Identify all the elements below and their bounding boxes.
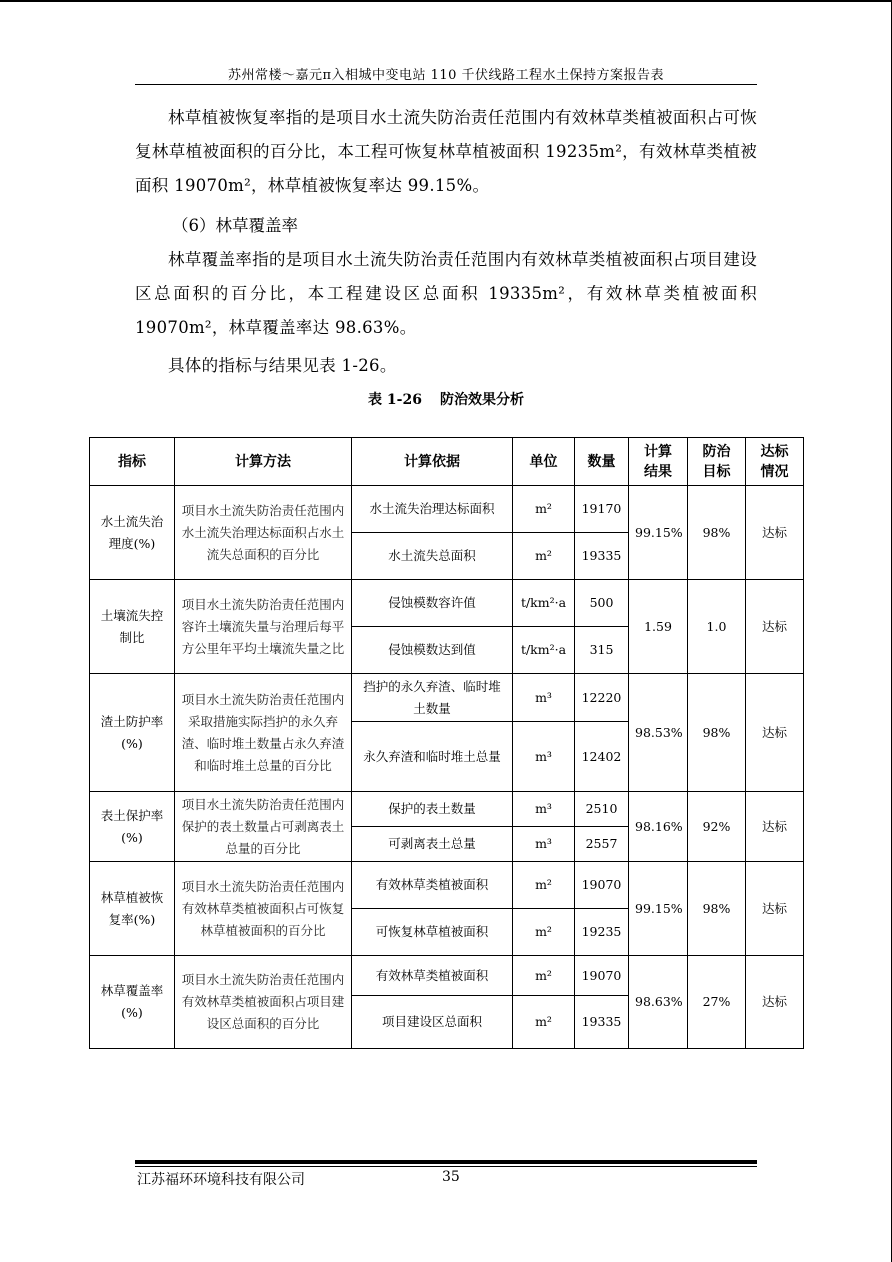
basis-cell: 水土流失总面积 bbox=[352, 533, 513, 580]
basis-cell: 有效林草类植被面积 bbox=[352, 956, 513, 996]
basis-cell: 侵蚀模数达到值 bbox=[352, 627, 513, 674]
target-cell: 98% bbox=[688, 674, 746, 792]
table-row bbox=[90, 792, 804, 827]
page-number: 35 bbox=[442, 1169, 460, 1185]
footer-rule-thin bbox=[135, 1166, 757, 1167]
status-cell: 达标 bbox=[746, 792, 804, 862]
basis-cell: 有效林草类植被面积 bbox=[352, 862, 513, 909]
target-cell: 1.0 bbox=[688, 580, 746, 674]
quantity-cell: 2557 bbox=[575, 827, 629, 862]
basis-cell: 挡护的永久弃渣、临时堆土数量 bbox=[352, 674, 513, 722]
unit-cell: m² bbox=[513, 956, 575, 996]
unit-cell: t/km²·a bbox=[513, 580, 575, 627]
basis-cell: 可剥离表土总量 bbox=[352, 827, 513, 862]
method-cell: 项目水土流失防治责任范围内有效林草类植被面积占项目建设区总面积的百分比 bbox=[175, 956, 352, 1049]
target-cell: 27% bbox=[688, 956, 746, 1049]
table-caption-number: 表 1-26 bbox=[368, 392, 422, 408]
status-cell: 达标 bbox=[746, 956, 804, 1049]
quantity-cell: 19335 bbox=[575, 996, 629, 1049]
unit-cell: t/km²·a bbox=[513, 627, 575, 674]
quantity-cell: 19235 bbox=[575, 909, 629, 956]
table-caption bbox=[135, 389, 757, 409]
header-target: 防治目标 bbox=[688, 438, 746, 486]
section-heading-coverage: （6）林草覆盖率 bbox=[172, 216, 298, 235]
result-cell: 98.16% bbox=[629, 792, 688, 862]
indicator-cell: 林草植被恢复率(%) bbox=[90, 862, 175, 956]
table-header-row bbox=[90, 438, 804, 486]
quantity-cell: 12220 bbox=[575, 674, 629, 722]
paragraph-table-reference: 具体的指标与结果见表 1-26。 bbox=[168, 356, 397, 375]
footer-rule-thick bbox=[135, 1160, 757, 1164]
page-header-title: 苏州常楼～嘉元π入相城中变电站 110 千伏线路工程水土保持方案报告表 bbox=[227, 68, 665, 83]
result-cell: 99.15% bbox=[629, 862, 688, 956]
unit-cell: m² bbox=[513, 996, 575, 1049]
result-cell: 99.15% bbox=[629, 486, 688, 580]
method-cell: 项目水土流失防治责任范围内水土流失治理达标面积占水土流失总面积的百分比 bbox=[175, 486, 352, 580]
table-caption-title: 防治效果分析 bbox=[439, 392, 524, 408]
method-cell: 项目水土流失防治责任范围内容许土壤流失量与治理后每平方公里年平均土壤流失量之比 bbox=[175, 580, 352, 674]
table-row bbox=[90, 486, 804, 533]
result-cell: 1.59 bbox=[629, 580, 688, 674]
quantity-cell: 500 bbox=[575, 580, 629, 627]
basis-cell: 保护的表土数量 bbox=[352, 792, 513, 827]
top-edge-rule bbox=[0, 0, 892, 2]
unit-cell: m² bbox=[513, 533, 575, 580]
prevention-effect-table bbox=[89, 437, 804, 1049]
table-row bbox=[90, 956, 804, 996]
quantity-cell: 19070 bbox=[575, 956, 629, 996]
quantity-cell: 12402 bbox=[575, 722, 629, 792]
method-cell: 项目水土流失防治责任范围内采取措施实际挡护的永久弃渣、临时堆土数量占永久弃渣和临时堆土总量的百分比 bbox=[175, 674, 352, 792]
basis-cell: 水土流失治理达标面积 bbox=[352, 486, 513, 533]
unit-cell: m² bbox=[513, 486, 575, 533]
paragraph-vegetation-coverage: 林草覆盖率指的是项目水土流失防治责任范围内有效林草类植被面积占项目建设区总面积的百分比，本工程建设区总面积 19335m²，有效林草类植被面积 19070m²，林草覆盖率达 98.63%。 bbox=[135, 250, 757, 337]
basis-cell: 永久弃渣和临时堆土总量 bbox=[352, 722, 513, 792]
status-cell: 达标 bbox=[746, 580, 804, 674]
header-unit: 单位 bbox=[513, 438, 575, 486]
header-divider bbox=[135, 84, 757, 85]
unit-cell: m² bbox=[513, 909, 575, 956]
basis-cell: 可恢复林草植被面积 bbox=[352, 909, 513, 956]
status-cell: 达标 bbox=[746, 486, 804, 580]
table-row bbox=[90, 580, 804, 627]
table-row bbox=[90, 674, 804, 722]
method-cell: 项目水土流失防治责任范围内保护的表土数量占可剥离表土总量的百分比 bbox=[175, 792, 352, 862]
indicator-cell: 林草覆盖率(%) bbox=[90, 956, 175, 1049]
header-method: 计算方法 bbox=[175, 438, 352, 486]
footer-company: 江苏福环环境科技有限公司 bbox=[137, 1172, 305, 1188]
unit-cell: m³ bbox=[513, 792, 575, 827]
unit-cell: m³ bbox=[513, 722, 575, 792]
quantity-cell: 2510 bbox=[575, 792, 629, 827]
indicator-cell: 土壤流失控制比 bbox=[90, 580, 175, 674]
quantity-cell: 19070 bbox=[575, 862, 629, 909]
unit-cell: m³ bbox=[513, 674, 575, 722]
method-cell: 项目水土流失防治责任范围内有效林草类植被面积占可恢复林草植被面积的百分比 bbox=[175, 862, 352, 956]
indicator-cell: 渣土防护率(%) bbox=[90, 674, 175, 792]
target-cell: 98% bbox=[688, 862, 746, 956]
basis-cell: 侵蚀模数容许值 bbox=[352, 580, 513, 627]
target-cell: 92% bbox=[688, 792, 746, 862]
quantity-cell: 19335 bbox=[575, 533, 629, 580]
result-cell: 98.63% bbox=[629, 956, 688, 1049]
unit-cell: m² bbox=[513, 862, 575, 909]
quantity-cell: 19170 bbox=[575, 486, 629, 533]
target-cell: 98% bbox=[688, 486, 746, 580]
header-result: 计算结果 bbox=[629, 438, 688, 486]
basis-cell: 项目建设区总面积 bbox=[352, 996, 513, 1049]
paragraph-vegetation-restoration: 林草植被恢复率指的是项目水土流失防治责任范围内有效林草类植被面积占可恢复林草植被面积的百分比，本工程可恢复林草植被面积 19235m²，有效林草类植被面积 19070m²，林草植被恢复率达 99.15%。 bbox=[135, 108, 757, 195]
indicator-cell: 水土流失治理度(%) bbox=[90, 486, 175, 580]
result-cell: 98.53% bbox=[629, 674, 688, 792]
header-status: 达标情况 bbox=[746, 438, 804, 486]
header-quantity: 数量 bbox=[575, 438, 629, 486]
header-basis: 计算依据 bbox=[352, 438, 513, 486]
unit-cell: m³ bbox=[513, 827, 575, 862]
status-cell: 达标 bbox=[746, 862, 804, 956]
status-cell: 达标 bbox=[746, 674, 804, 792]
header-indicator: 指标 bbox=[90, 438, 175, 486]
indicator-cell: 表土保护率(%) bbox=[90, 792, 175, 862]
quantity-cell: 315 bbox=[575, 627, 629, 674]
table-row bbox=[90, 862, 804, 909]
